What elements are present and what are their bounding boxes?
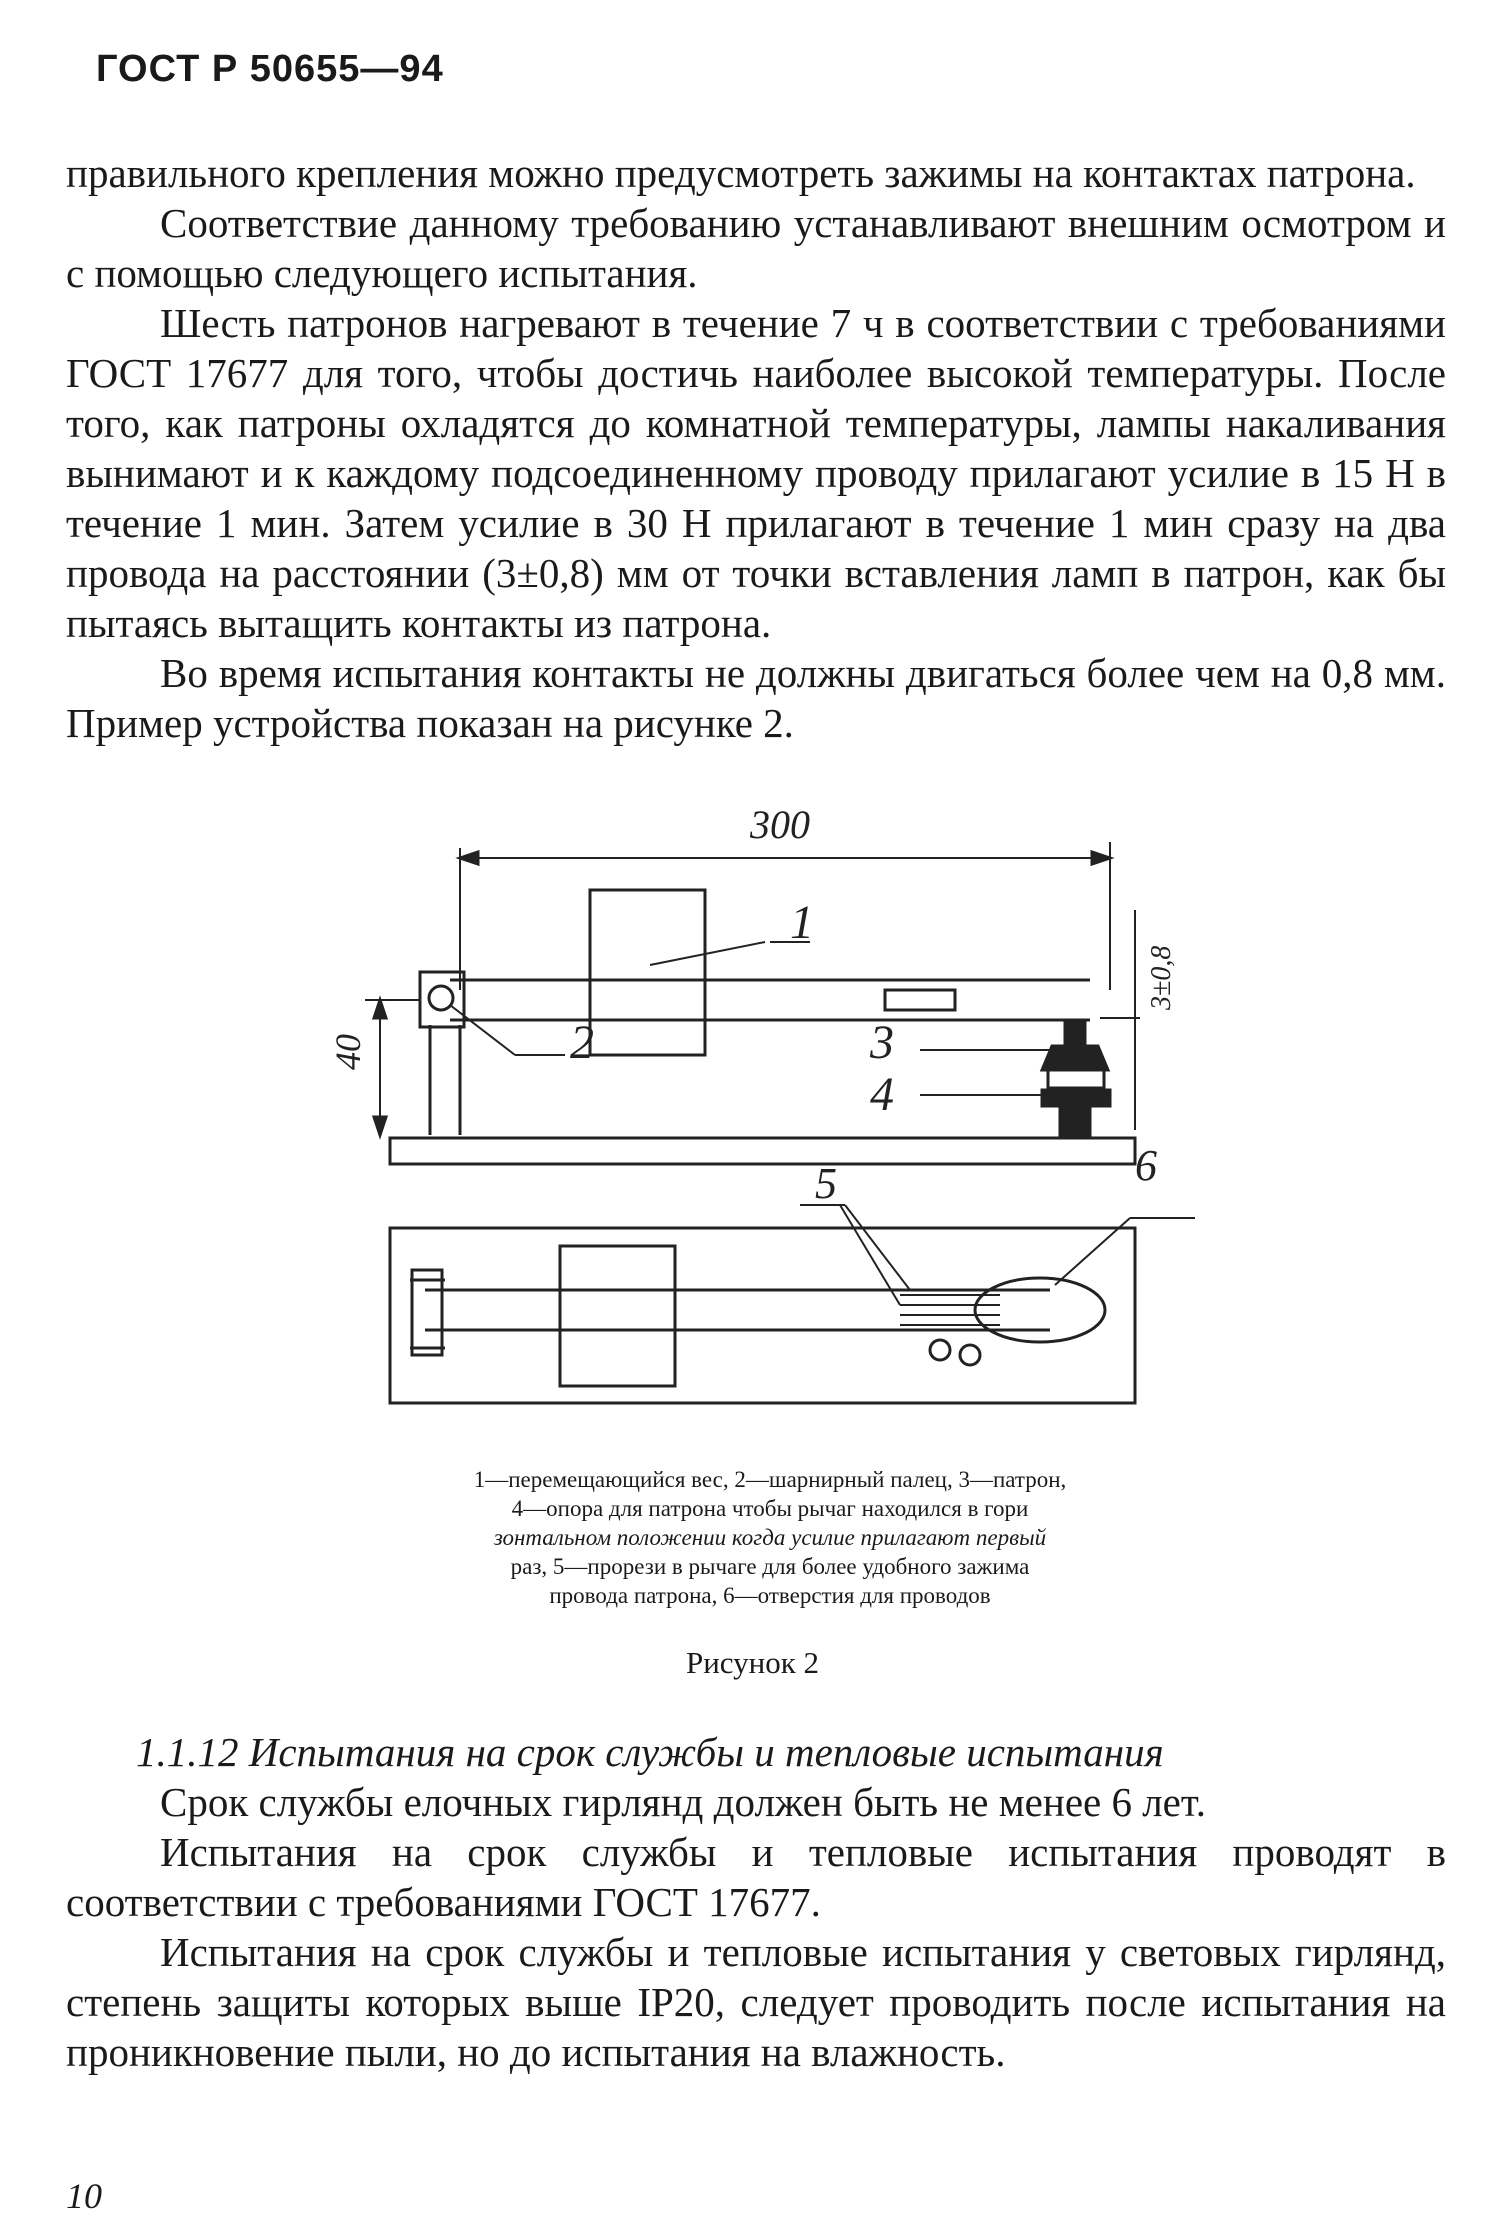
legend-line: раз, 5—прорези в рычаге для более удобного зажима [510, 1554, 1030, 1579]
paragraph: Испытания на срок службы и тепловые испытания проводят в соответствии с требованиями ГОСТ 17677. [66, 1829, 1446, 1925]
legend-line: 1—перемещающийся вес, 2—шарнирный палец, 3—патрон, [473, 1467, 1067, 1492]
legend-line: провода патрона, 6—отверстия для проводов [549, 1583, 991, 1608]
dimension-40-label: 40 [328, 1034, 368, 1070]
figure-legend [330, 1465, 1210, 1610]
label-2: 2 [570, 1016, 594, 1069]
paragraph: Во время испытания контакты не должны двигаться более чем на 0,8 мм. Пример устройства показан на рисунке 2. [66, 650, 1446, 746]
label-5: 5 [815, 1159, 837, 1208]
paragraph: Шесть патронов нагревают в течение 7 ч в соответствии с требованиями ГОСТ 17677 для того, чтобы достичь наиболее высокой температуры. После того, как патроны охладятся до комнатной температуры, лампы накаливания вынимают и к каждому подсоединенному проводу прилагают усилие в 15 Н в течение 1 мин. Затем усилие в 30 Н прилагают в течение 1 мин сразу на два провода на расстоянии (3±0,8) мм от точки вставления ламп в патрон, как бы пытаясь вытащить контакты из патрона. [66, 300, 1446, 646]
paragraph: правильного крепления можно предусмотреть зажимы на контактах патрона. [66, 150, 1416, 196]
section-1-1-12 [66, 1727, 1446, 2077]
label-6: 6 [1135, 1141, 1157, 1190]
label-3: 3 [870, 1016, 894, 1069]
paragraph: Срок службы елочных гирлянд должен быть не менее 6 лет. [160, 1779, 1206, 1825]
section-heading: 1.1.12 Испытания на срок службы и тепловые испытания [136, 1729, 1164, 1775]
legend-line: 4—опора для патрона чтобы рычаг находился в гори [511, 1496, 1029, 1521]
body-text [66, 148, 1446, 748]
legend-line: зонтальном положении когда усилие прилагают первый [493, 1525, 1047, 1550]
dimension-300-label: 300 [750, 802, 810, 847]
figure-2-diagram [300, 800, 1200, 1440]
paragraph: Испытания на срок службы и тепловые испытания у световых гирлянд, степень защиты которых выше IP20, следует проводить после испытания на проникновение пыли, но до испытания на влажность. [66, 1929, 1446, 2075]
paragraph: Соответствие данному требованию устанавливают внешним осмотром и с помощью следующего испытания. [66, 200, 1446, 296]
figure-caption: Рисунок 2 [685, 1645, 820, 1680]
label-4: 4 [870, 1068, 894, 1121]
dimension-3-label: 3±0,8 [1146, 945, 1177, 1010]
label-1: 1 [790, 896, 814, 949]
page-number: 10 [66, 2176, 102, 2216]
document-header: ГОСТ Р 50655—94 [96, 48, 444, 90]
